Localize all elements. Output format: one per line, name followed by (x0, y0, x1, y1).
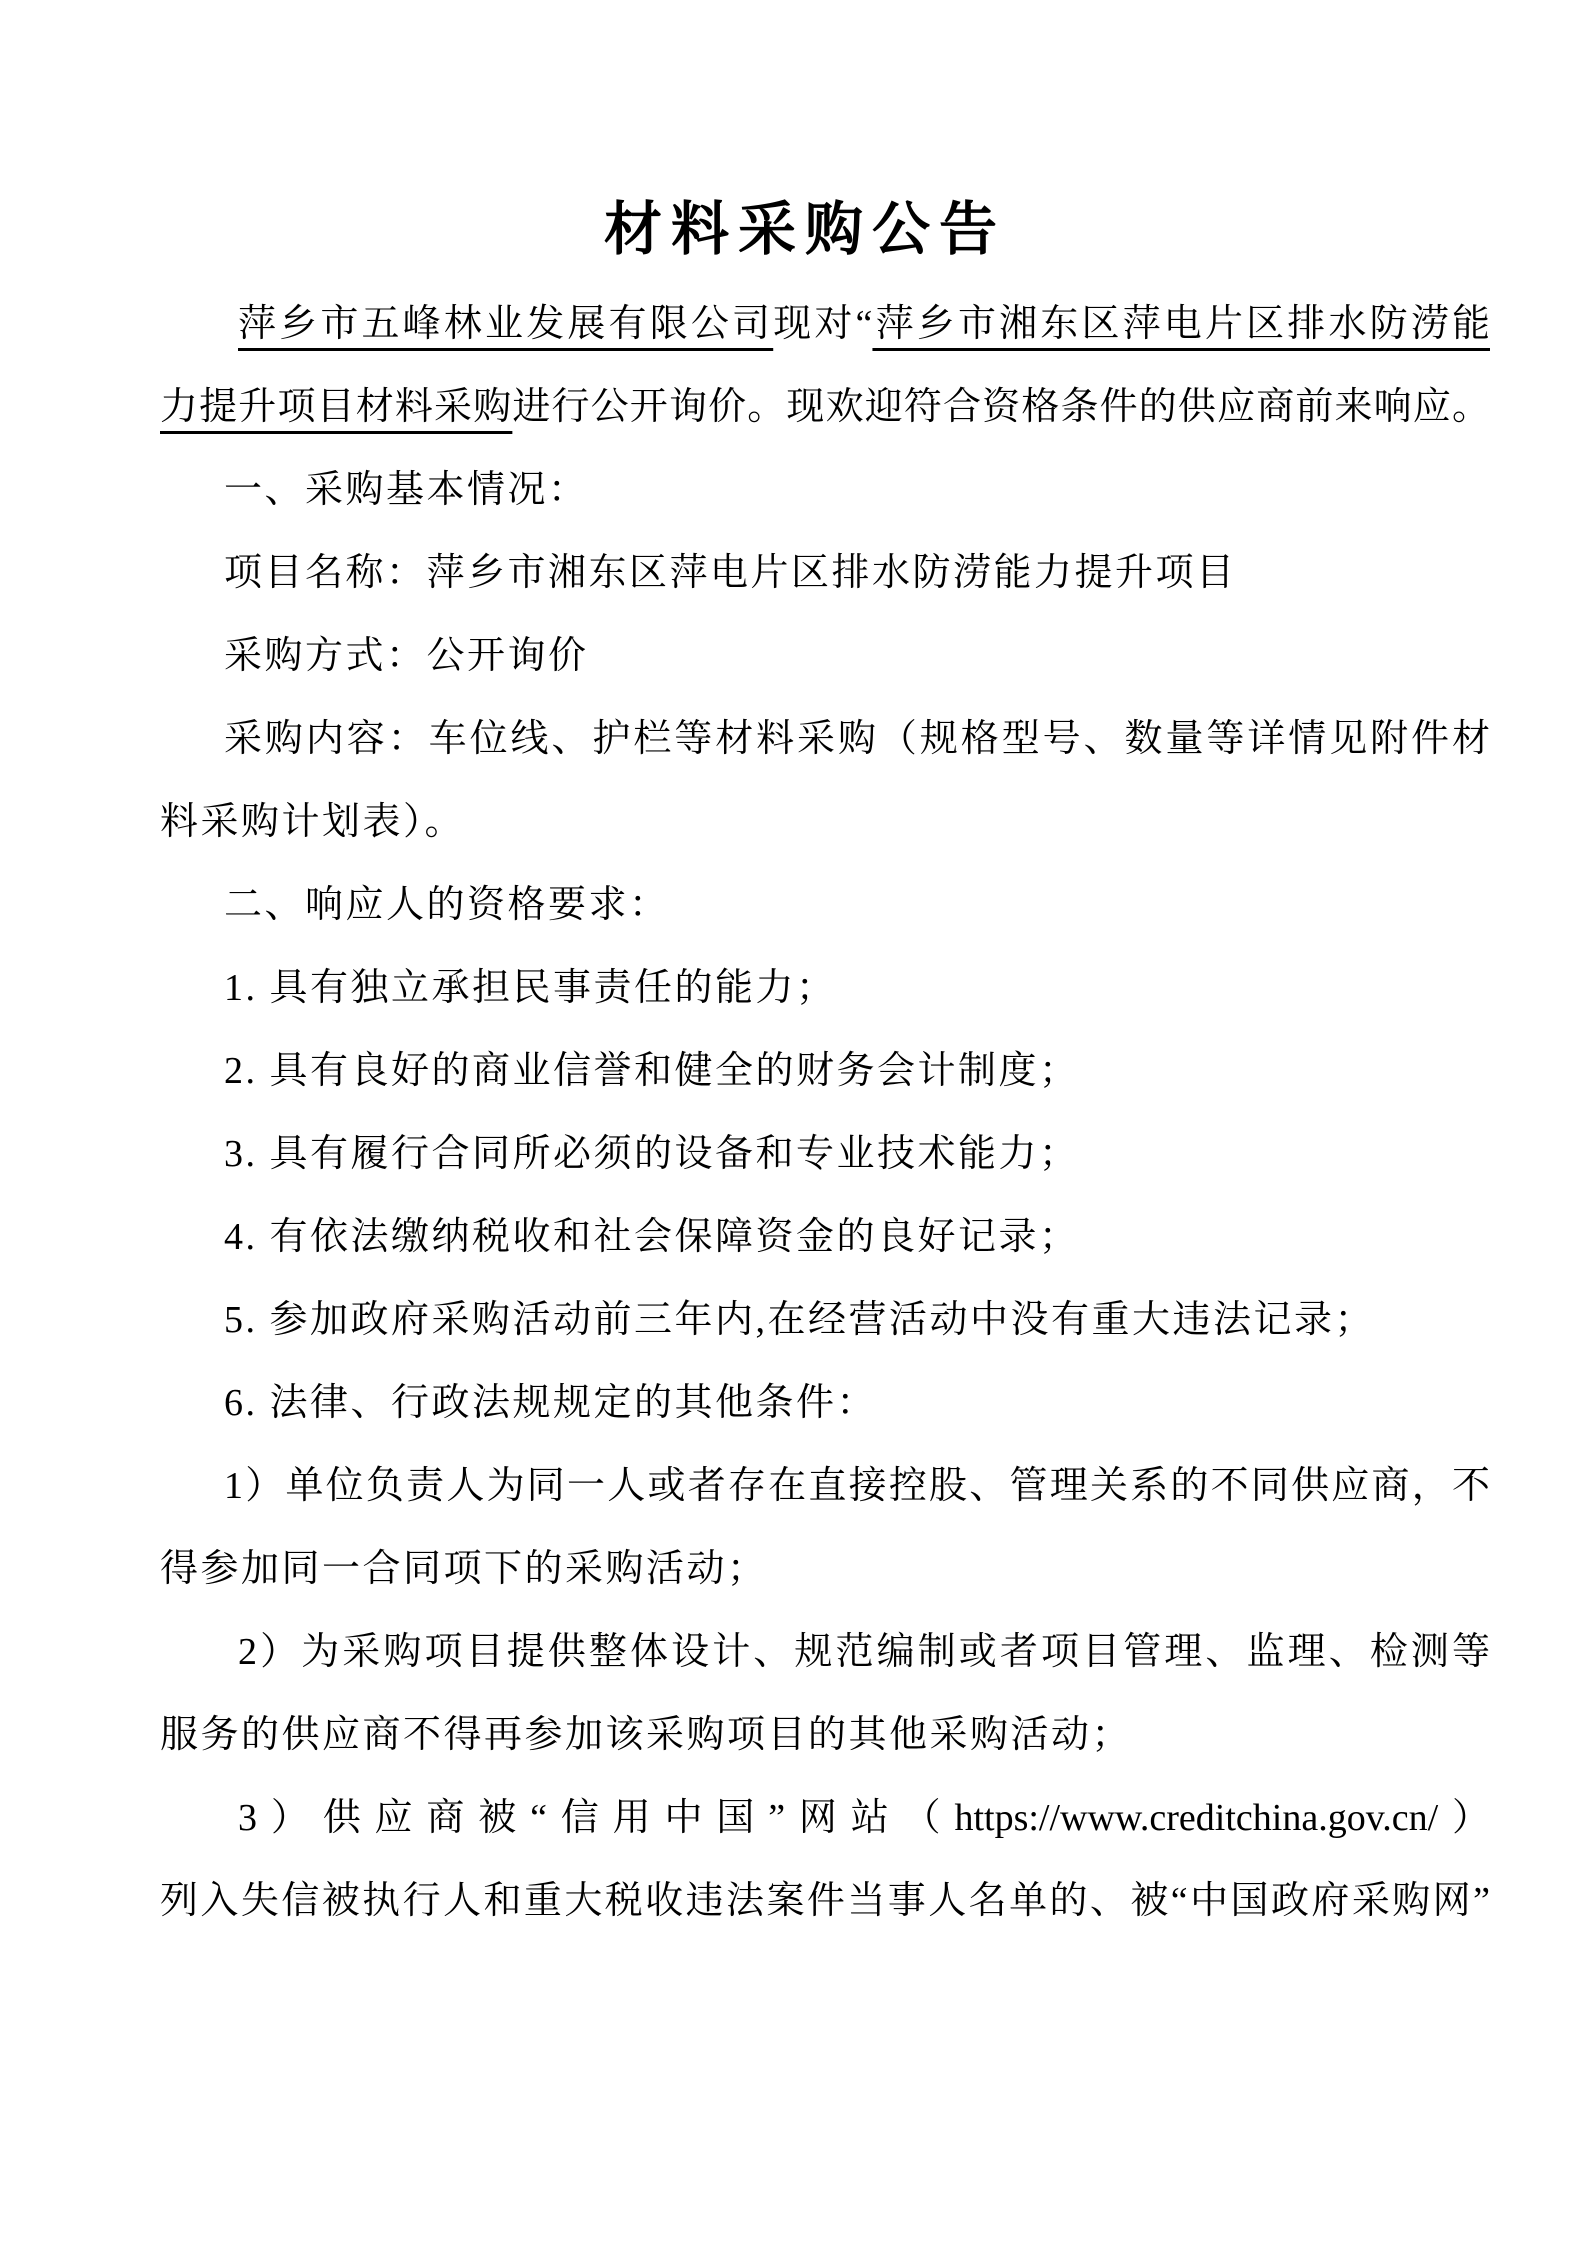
text-segment: 服务的供应商不得再参加该采购项目的其他采购活动； (160, 1714, 1133, 1756)
text-segment: 列入失信被执行人和重大税收违法案件当事人名单的、被“中国政府采购网” (160, 1880, 1490, 1922)
text-line (160, 1777, 1490, 1860)
text-line (160, 1279, 1490, 1362)
text-line (160, 615, 1490, 698)
text-segment: 料采购计划表）。 (160, 801, 466, 843)
underlined-text: 萍乡市湘东区萍电片区排水防涝能 (872, 303, 1490, 345)
text-segment: 3）供应商被“信用中国”网站（https://www.creditchina.gov.cn/） (238, 1797, 1490, 1839)
text-line (160, 781, 1490, 864)
text-segment: 2）为采购项目提供整体设计、规范编制或者项目管理、监理、检测等 (238, 1631, 1490, 1673)
text-segment: 2. 具有良好的商业信誉和健全的财务会计制度； (224, 1050, 1080, 1092)
text-line (160, 864, 1490, 947)
underlined-text: 力提升项目材料采购 (160, 386, 513, 428)
text-line (160, 1528, 1490, 1611)
text-line (160, 1445, 1490, 1528)
text-segment: 得参加同一合同项下的采购活动； (160, 1548, 768, 1590)
text-line (160, 1611, 1490, 1694)
text-line (160, 1196, 1490, 1279)
text-line (160, 1694, 1490, 1777)
text-segment: 5. 参加政府采购活动前三年内,在经营活动中没有重大违法记录； (224, 1299, 1376, 1341)
document-title: 材料采购公告 (603, 197, 1006, 262)
text-segment: 项目名称：萍乡市湘东区萍电片区排水防涝能力提升项目 (224, 552, 1237, 594)
text-segment: 二、响应人的资格要求： (224, 884, 670, 926)
document-body (160, 283, 1490, 1943)
text-segment: 现对“ (773, 303, 873, 345)
text-segment: 一、采购基本情况： (224, 469, 589, 511)
text-segment: 1）单位负责人为同一人或者存在直接控股、管理关系的不同供应商，不 (224, 1465, 1490, 1507)
text-line (160, 1362, 1490, 1445)
underlined-text: 萍乡市五峰林业发展有限公司 (238, 303, 774, 345)
text-segment: 进行公开询价。现欢迎符合资格条件的供应商前来响应。 (512, 386, 1490, 428)
text-line (160, 449, 1490, 532)
text-line (160, 698, 1490, 781)
text-segment: 采购内容：车位线、护栏等材料采购（规格型号、数量等详情见附件材 (224, 718, 1490, 760)
text-line (160, 1030, 1490, 1113)
text-line (160, 1113, 1490, 1196)
text-segment: 1. 具有独立承担民事责任的能力； (224, 967, 837, 1009)
text-line (160, 947, 1490, 1030)
text-segment: 6. 法律、行政法规规定的其他条件： (224, 1382, 878, 1424)
text-line (160, 366, 1490, 449)
text-line (160, 283, 1490, 366)
text-segment: 4. 有依法缴纳税收和社会保障资金的良好记录； (224, 1216, 1080, 1258)
text-segment: 采购方式：公开询价 (224, 635, 589, 677)
text-line (160, 1860, 1490, 1943)
text-segment: 3. 具有履行合同所必须的设备和专业技术能力； (224, 1133, 1080, 1175)
text-line (160, 532, 1490, 615)
